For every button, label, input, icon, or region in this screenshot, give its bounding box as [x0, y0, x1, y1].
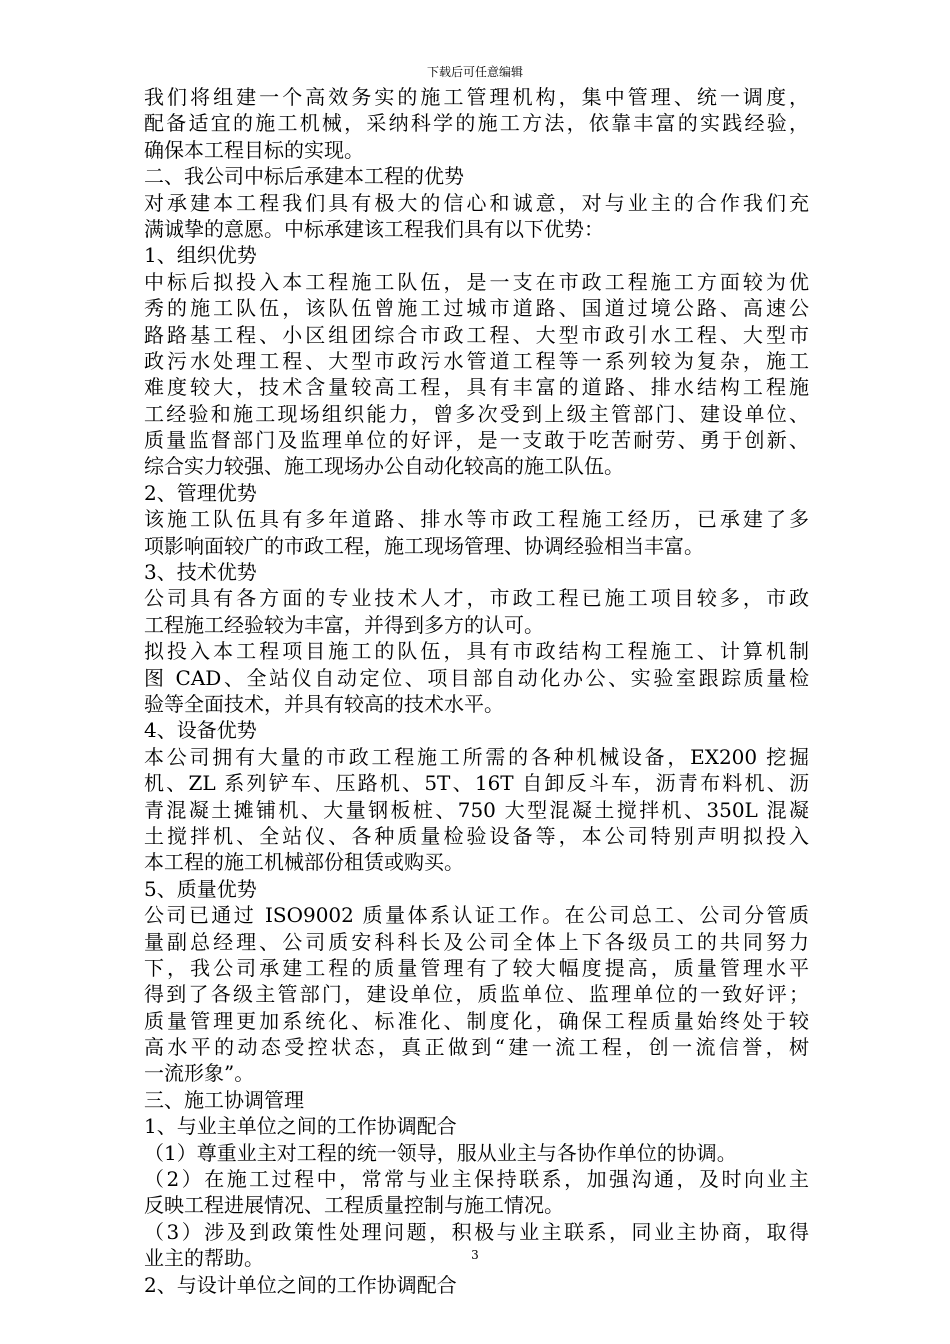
- text-line: （3）涉及到政策性处理问题，积极与业主联系，同业主协商，取得: [144, 1219, 809, 1244]
- text-line: 得到了各级主管部门，建设单位，质监单位、监理单位的一致好评；: [144, 982, 809, 1007]
- page-header: 下载后可任意编辑: [426, 65, 523, 79]
- document-body: [144, 84, 809, 1298]
- text-line: 高水平的动态受控状态，真正做到“建一流工程，创一流信誉，树: [144, 1035, 809, 1060]
- text-line: 拟投入本工程项目施工的队伍，具有市政结构工程施工、计算机制: [144, 639, 809, 664]
- text-line: 路路基工程、小区组团综合市政工程、大型市政引水工程、大型市: [144, 322, 809, 347]
- text-line: 配备适宜的施工机械，采纳科学的施工方法，依靠丰富的实践经验，: [144, 111, 809, 136]
- text-line: 公司已通过 ISO9002 质量体系认证工作。在公司总工、公司分管质: [144, 903, 809, 928]
- text-line: 难度较大，技术含量较高工程，具有丰富的道路、排水结构工程施: [144, 375, 809, 400]
- text-line: 3、技术优势: [144, 560, 257, 585]
- text-line: 我们将组建一个高效务实的施工管理机构，集中管理、统一调度，: [144, 85, 809, 109]
- text-line: 质量监督部门及监理单位的好评，是一支敢于吃苦耐劳、勇于创新、: [144, 428, 809, 453]
- text-line: 业主的帮助。: [144, 1246, 264, 1271]
- text-line: 土搅拌机、全站仪、各种质量检验设备等，本公司特别声明拟投入: [144, 823, 809, 848]
- text-line: 1、与业主单位之间的工作协调配合: [144, 1114, 457, 1139]
- text-line: 1、组织优势: [144, 243, 257, 268]
- text-line: （1）尊重业主对工程的统一领导，服从业主与各协作单位的协调。: [144, 1140, 737, 1165]
- page-number: 3: [471, 1248, 479, 1262]
- text-line: 图 CAD、全站仪自动定位、项目部自动化办公、实验室跟踪质量检: [144, 665, 809, 690]
- text-line: 政污水处理工程、大型市政污水管道工程等一系列较为复杂，施工: [144, 348, 809, 373]
- text-line: 三、施工协调管理: [144, 1087, 304, 1112]
- text-line: 中标后拟投入本工程施工队伍，是一支在市政工程施工方面较为优: [144, 269, 809, 294]
- text-line: 对承建本工程我们具有极大的信心和诚意，对与业主的合作我们充: [144, 190, 809, 215]
- text-line: 5、质量优势: [144, 876, 257, 901]
- text-line: 一流形象”。: [144, 1061, 255, 1086]
- text-line: 机、ZL 系列铲车、压路机、5T、16T 自卸反斗车，沥青布料机、沥: [144, 771, 809, 796]
- text-line: 公司具有各方面的专业技术人才，市政工程已施工项目较多，市政: [144, 586, 809, 611]
- text-line: 二、我公司中标后承建本工程的优势: [144, 164, 464, 189]
- text-line: 下，我公司承建工程的质量管理有了较大幅度提高，质量管理水平: [144, 955, 809, 980]
- text-line: 质量管理更加系统化、标准化、制度化，确保工程质量始终处于较: [144, 1008, 809, 1033]
- text-line: 确保本工程目标的实现。: [144, 137, 364, 162]
- text-line: 工程施工经验较为丰富，并得到多方的认可。: [144, 612, 544, 637]
- text-line: 满诚挚的意愿。中标承建该工程我们具有以下优势：: [144, 216, 604, 241]
- text-line: 项影响面较广的市政工程，施工现场管理、协调经验相当丰富。: [144, 533, 704, 558]
- text-line: 本工程的施工机械部份租赁或购买。: [144, 850, 464, 875]
- text-line: 2、管理优势: [144, 480, 257, 505]
- text-line: 该施工队伍具有多年道路、排水等市政工程施工经历，已承建了多: [144, 507, 809, 532]
- text-line: 秀的施工队伍，该队伍曾施工过城市道路、国道过境公路、高速公: [144, 296, 809, 321]
- text-line: 反映工程进展情况、工程质量控制与施工情况。: [144, 1193, 564, 1218]
- text-line: 本公司拥有大量的市政工程施工所需的各种机械设备，EX200 挖掘: [144, 744, 809, 769]
- text-line: 量副总经理、公司质安科科长及公司全体上下各级员工的共同努力: [144, 929, 809, 954]
- text-line: 验等全面技术，并具有较高的技术水平。: [144, 691, 504, 716]
- text-line: 综合实力较强、施工现场办公自动化较高的施工队伍。: [144, 454, 624, 479]
- text-line: 4、设备优势: [144, 718, 257, 743]
- text-line: 2、与设计单位之间的工作协调配合: [144, 1272, 457, 1297]
- text-line: 工经验和施工现场组织能力，曾多次受到上级主管部门、建设单位、: [144, 401, 809, 426]
- text-line: 青混凝土摊铺机、大量钢板桩、750 大型混凝土搅拌机、350L 混凝: [144, 797, 809, 822]
- text-line: （2）在施工过程中，常常与业主保持联系，加强沟通，及时向业主: [144, 1167, 809, 1192]
